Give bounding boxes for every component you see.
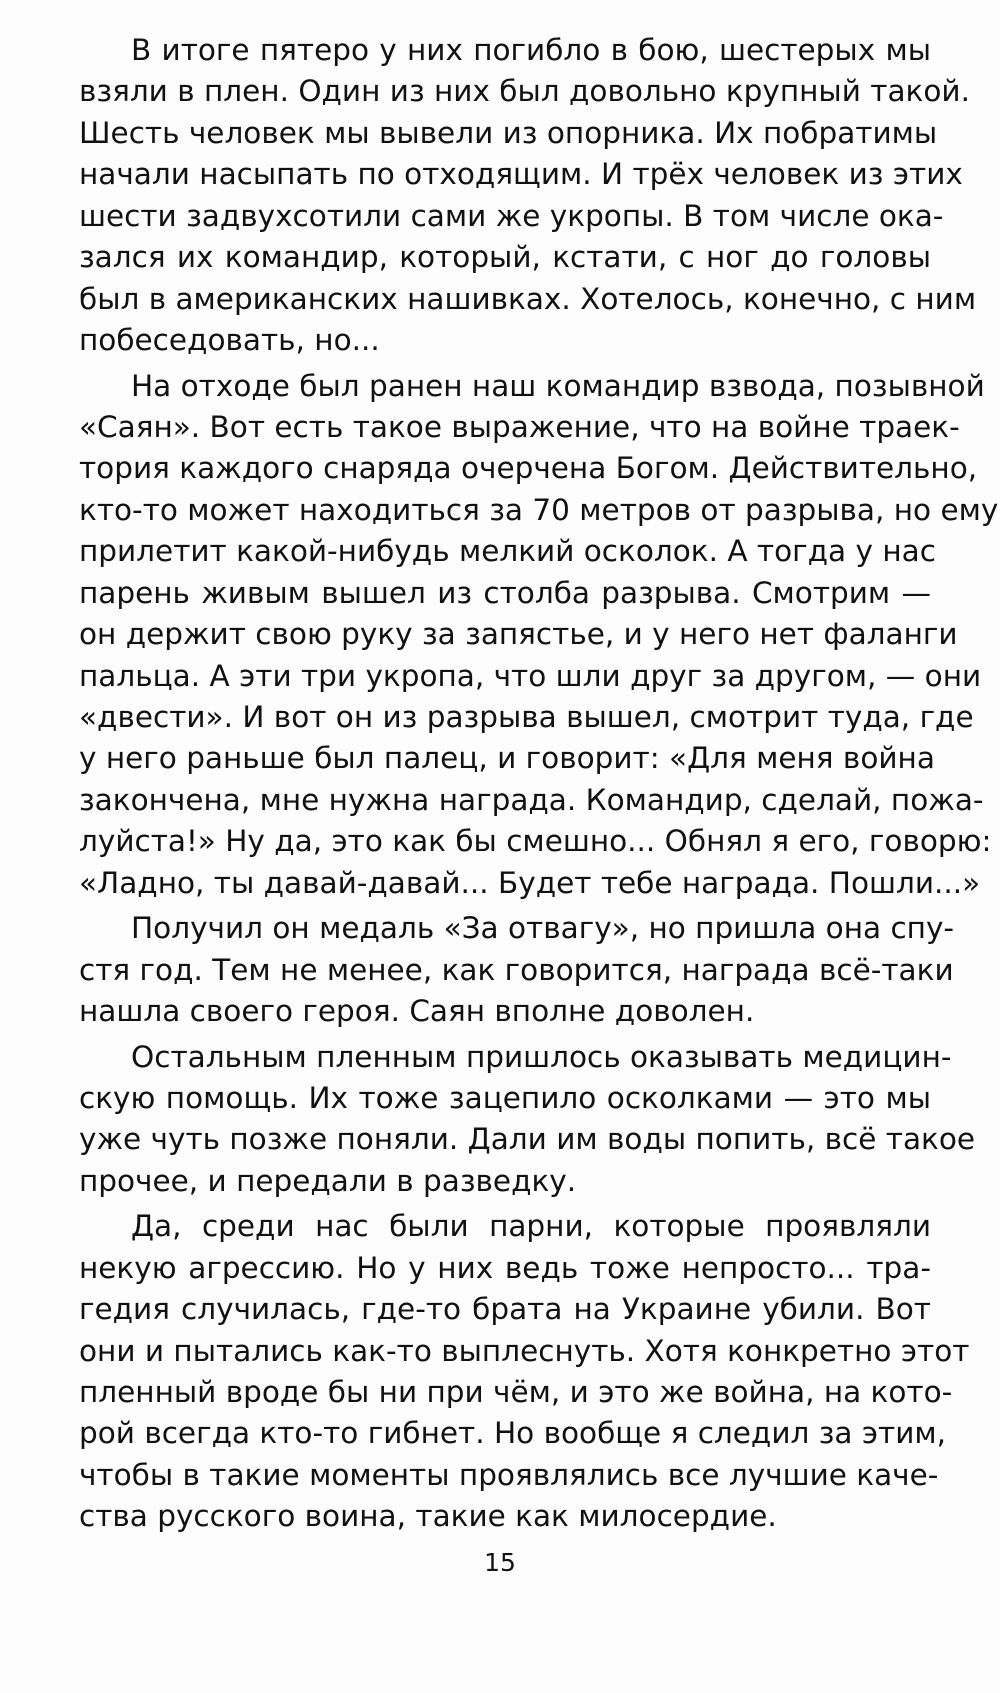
paragraph-4 xyxy=(79,1037,976,1203)
text-line: взяли в плен. Один из них был довольно крупный такой. xyxy=(79,74,970,109)
text-line: «Ладно, ты давай-давай... Будет тебе награда. Пошли...» xyxy=(79,865,981,900)
text-line: стя год. Тем не менее, как говорится, награда всё-таки xyxy=(79,952,954,987)
text-line: он держит свою руку за запястье, и у него нет фаланги xyxy=(79,617,958,652)
text-line: начали насыпать по отходящим. И трёх человек из этих xyxy=(79,157,963,192)
text-line: луйста!» Ну да, это как бы смешно... Обнял я его, говорю: xyxy=(79,824,992,859)
text-line: некую агрессию. Но у них ведь тоже непросто... тра- xyxy=(79,1250,931,1285)
text-line: «двести». И вот он из разрыва вышел, смотрит туда, где xyxy=(79,700,974,734)
text-line: рой всегда кто-то гибнет. Но вообще я следил за этим, xyxy=(79,1416,947,1451)
text-line: Получил он медаль «За отвагу», но пришла она спу- xyxy=(131,911,955,946)
text-line: На отходе был ранен наш командир взвода, позывной xyxy=(131,368,985,403)
text-line: тория каждого снаряда очерчена Богом. Действительно, xyxy=(79,451,978,486)
text-line: был в американских нашивках. Хотелось, конечно, с ним xyxy=(79,281,977,316)
text-line: гедия случилась, где-то брата на Украине убили. Вот xyxy=(79,1292,931,1327)
text-line: прочее, и передали в разведку. xyxy=(79,1163,577,1198)
text-line: скую помощь. Их тоже зацепило осколками — это мы xyxy=(79,1080,931,1115)
text-line: В итоге пятеро у них погибло в бою, шестерых мы xyxy=(131,33,931,67)
text-line: прилетит какой-нибудь мелкий осколок. А тогда у нас xyxy=(79,534,936,569)
text-line: зался их командир, который, кстати, с ног до головы xyxy=(79,240,931,275)
text-line: уже чуть позже поняли. Дали им воды попить, всё такое xyxy=(79,1122,976,1157)
text-line: «Саян». Вот есть такое выражение, что на войне траек- xyxy=(79,409,960,444)
page-number: 15 xyxy=(484,1548,516,1577)
text-line: ства русского воина, такие как милосердие. xyxy=(79,1499,777,1534)
text-line: пленный вроде бы ни при чём, и это же война, на кото- xyxy=(79,1375,953,1409)
text-line: побеседовать, но... xyxy=(79,323,380,358)
paragraph-3 xyxy=(79,908,955,1032)
text-line: они и пытались как-то выплеснуть. Хотя конкретно этот xyxy=(79,1333,970,1368)
text-line: Остальным пленным пришлось оказывать медицин- xyxy=(131,1039,952,1074)
text-line: парень живым вышел из столба разрыва. Смотрим — xyxy=(79,575,931,610)
text-line: у него раньше был палец, и говорит: «Для меня война xyxy=(79,741,935,776)
text-line: закончена, мне нужна награда. Командир, сделай, пожа- xyxy=(79,782,984,817)
text-line: Да, среди нас были парни, которые проявляли xyxy=(131,1209,931,1244)
text-line: Шесть человек мы вывели из опорника. Их побратимы xyxy=(79,115,938,150)
paragraph-2 xyxy=(79,366,999,905)
text-line: кто-то может находиться за 70 метров от разрыва, но ему xyxy=(79,492,999,527)
paragraph-5 xyxy=(79,1206,970,1538)
text-line: чтобы в такие моменты проявлялись все лучшие каче- xyxy=(79,1457,939,1492)
body-text xyxy=(79,30,999,1538)
text-line: нашла своего героя. Саян вполне доволен. xyxy=(79,994,755,1029)
paragraph-1 xyxy=(79,30,977,362)
text-line: шести задвухсотили сами же укропы. В том числе ока- xyxy=(79,198,944,233)
text-line: пальца. А эти три укропа, что шли друг за другом, — они xyxy=(79,658,982,693)
